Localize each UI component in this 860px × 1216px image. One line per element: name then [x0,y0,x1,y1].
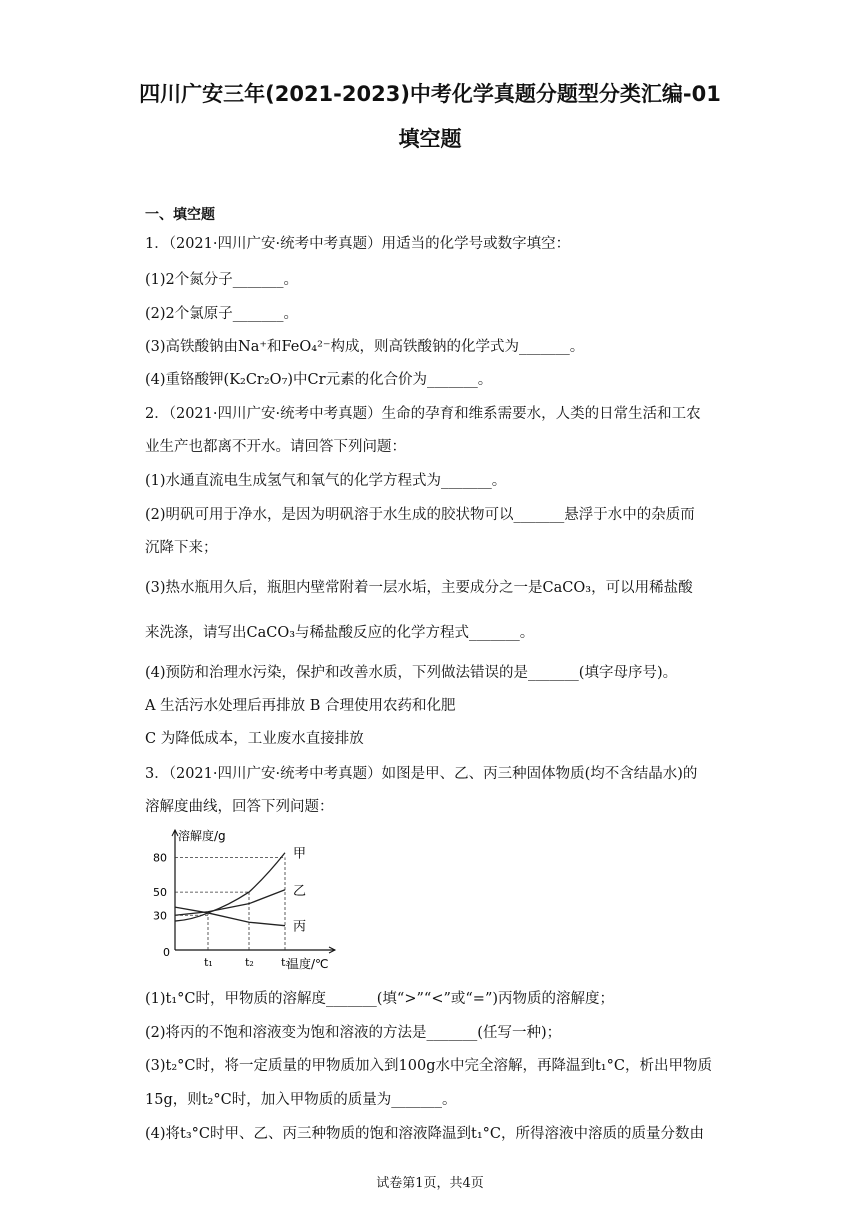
doc-title-line1: 四川广安三年(2021-2023)中考化学真题分题型分类汇编-01 [139,82,721,106]
solubility-chart [145,822,355,972]
q2-option-c: C 为降低成本，工业废水直接排放 [145,731,364,747]
series-line-0 [175,853,285,921]
q2-stem-b: 业生产也都离不开水。请回答下列问题： [145,439,406,455]
q2-1: (1)水通直流电生成氢气和氧气的化学方程式为_______。 [145,473,507,489]
q2-3b: 来洗涤，请写出CaCO₃与稀盐酸反应的化学方程式_______。 [145,625,535,641]
x-tick-label: t₃ [281,956,290,969]
q2-4: (4)预防和治理水污染，保护和改善水质，下列做法错误的是_______(填字母序号)。 [145,665,678,681]
q3-3b: 15g，则t₂°C时，加入甲物质的质量为_______。 [145,1092,457,1108]
x-tick-label: t₁ [204,956,213,969]
series-line-2 [175,907,285,926]
x-axis-label: 温度/℃ [287,957,329,971]
x-tick-label: t₂ [245,956,254,969]
series-label: 丙 [293,919,307,935]
series-label: 乙 [293,883,307,899]
q3-1: (1)t₁°C时，甲物质的溶解度_______(填“>”“<”或“=”)丙物质的溶解度； [145,991,615,1007]
q1-4: (4)重铬酸钾(K₂Cr₂O₇)中Cr元素的化合价为_______。 [145,372,493,388]
q3-stem-a: 3．（2021·四川广安·统考中考真题）如图是甲、乙、丙三种固体物质(均不含结晶水)的 [145,766,698,782]
q3-stem-b: 溶解度曲线，回答下列问题： [145,799,334,815]
y-axis-label: 溶解度/g [178,829,226,843]
y-tick-label: 50 [153,886,167,900]
origin-label: 0 [163,946,170,959]
q1-2: (2)2个氯原子_______。 [145,306,299,322]
q2-3a: (3)热水瓶用久后，瓶胆内壁常附着一层水垢，主要成分之一是CaCO₃，可以用稀盐酸 [145,580,693,596]
page-footer: 试卷第1页，共4页 [376,1176,484,1191]
series-label: 甲 [293,846,307,862]
q3-2: (2)将丙的不饱和溶液变为饱和溶液的方法是_______(任写一种)； [145,1025,562,1041]
q1-stem: 1．（2021·四川广安·统考中考真题）用适当的化学号或数字填空： [145,236,571,252]
q1-3: (3)高铁酸钠由Na⁺和FeO₄²⁻构成，则高铁酸钠的化学式为_______。 [145,339,585,355]
q1-1: (1)2个氮分子_______。 [145,272,299,288]
doc-title-line2: 填空题 [398,127,462,151]
q2-2a: (2)明矾可用于净水，是因为明矾溶于水生成的胶状物可以_______悬浮于水中的杂质而 [145,507,695,523]
y-tick-label: 30 [153,909,167,923]
section-heading: 一、填空题 [145,207,215,223]
q3-3a: (3)t₂°C时，将一定质量的甲物质加入到100g水中完全溶解，再降温到t₁°C，析出甲物质 [145,1058,712,1074]
y-tick-label: 80 [153,851,167,865]
q2-options-ab: A 生活污水处理后再排放 B 合理使用农药和化肥 [145,698,456,714]
q2-stem-a: 2．（2021·四川广安·统考中考真题）生命的孕育和维系需要水，人类的日常生活和工农 [145,406,701,422]
q2-2b: 沉降下来； [145,540,218,556]
q3-4: (4)将t₃°C时甲、乙、丙三种物质的饱和溶液降温到t₁°C，所得溶液中溶质的质量分数由 [145,1126,705,1142]
